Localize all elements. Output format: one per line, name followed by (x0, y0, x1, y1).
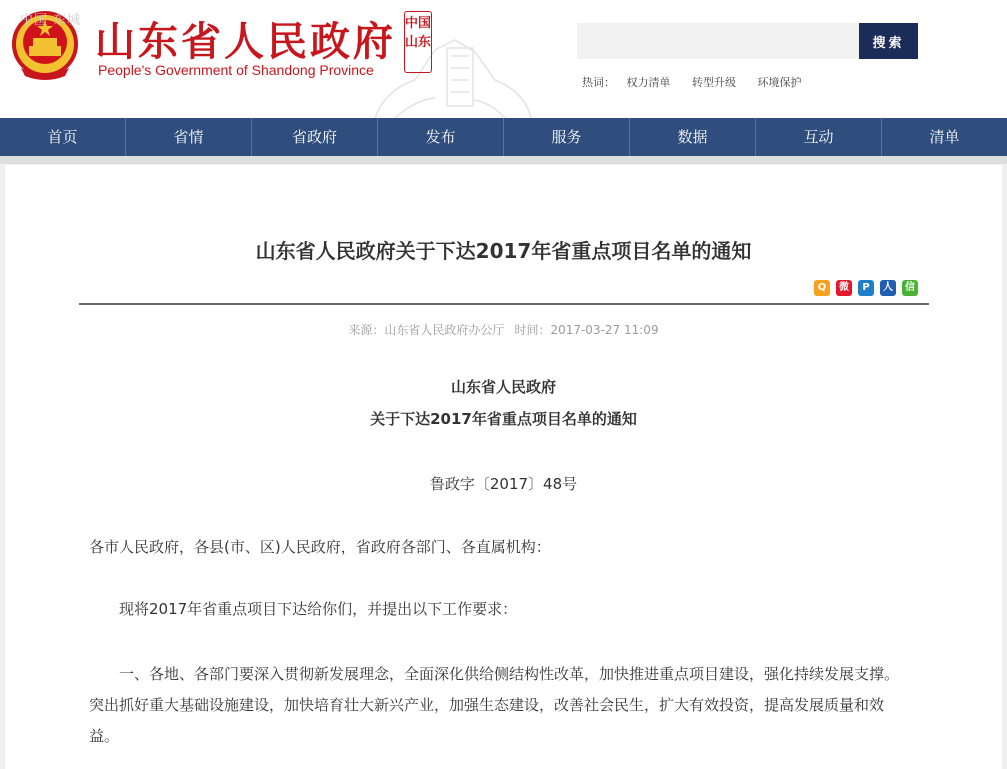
doc-paragraph: 一、各地、各部门要深入贯彻新发展理念，全面深化供给侧结构性改革，加快推进重点项目建设，强化持续发展支撑。突出抓好重大基础设施建设，加快培育壮大新兴产业，加强生态建设，改善社会民生，扩大有效投资，提高发展质量和效益。 (89, 665, 900, 745)
nav-item-publish[interactable]: 发布 (378, 118, 504, 156)
site-header (0, 0, 1007, 118)
weibo-share-icon[interactable]: 微 (836, 280, 852, 296)
share-toolbar (814, 280, 924, 296)
seal-stamp: 中国山东 (404, 11, 432, 73)
hot-word-link[interactable]: 环境保护 (757, 76, 802, 89)
nav-item-service[interactable]: 服务 (504, 118, 630, 156)
site-title-cn[interactable]: 山东省人民政府 (95, 19, 396, 65)
nav-item-home[interactable]: 首页 (0, 118, 126, 156)
nav-item-list[interactable]: 清单 (929, 128, 960, 146)
nav-shadow (0, 156, 1007, 164)
title-divider (79, 303, 929, 305)
site-title-en[interactable]: People's Government of Shandong Province (98, 62, 374, 78)
monument-decoration (355, 20, 535, 118)
article-source: 来源：山东省人民政府办公厅 (348, 323, 505, 337)
watermark-text: 中国·东城 (20, 13, 82, 28)
doc-issuer: 山东省人民政府 (450, 378, 556, 396)
search-button[interactable]: 搜索 (859, 23, 918, 59)
nav-item-interact[interactable]: 互动 (756, 118, 882, 156)
doc-number: 鲁政字〔2017〕48号 (429, 475, 578, 493)
article-card (5, 165, 1002, 769)
main-nav (0, 118, 1007, 156)
article-time: 时间：2017-03-27 11:09 (514, 323, 659, 337)
doc-intro: 现将2017年省重点项目下达给你们，并提出以下工作要求： (119, 600, 518, 618)
doc-title: 关于下达2017年省重点项目名单的通知 (370, 410, 637, 428)
hot-words (582, 74, 820, 90)
article-title: 山东省人民政府关于下达2017年省重点项目名单的通知 (255, 239, 752, 263)
nav-item-government[interactable]: 省政府 (252, 118, 378, 156)
hot-words-label: 热词： (582, 76, 615, 89)
wechat-share-icon[interactable]: 信 (902, 280, 918, 296)
article-meta (5, 321, 1002, 338)
qzone-share-icon[interactable]: Q (814, 280, 830, 296)
hot-word-link[interactable]: 权力清单 (626, 76, 671, 89)
pengyou-share-icon[interactable]: P (858, 280, 874, 296)
nav-item-data[interactable]: 数据 (630, 118, 756, 156)
doc-salutation: 各市人民政府，各县(市、区)人民政府，省政府各部门、各直属机构： (89, 538, 551, 556)
search-input[interactable] (577, 23, 859, 59)
nav-item-province[interactable]: 省情 (126, 118, 252, 156)
renren-share-icon[interactable]: 人 (880, 280, 896, 296)
hot-word-link[interactable]: 转型升级 (692, 76, 736, 89)
